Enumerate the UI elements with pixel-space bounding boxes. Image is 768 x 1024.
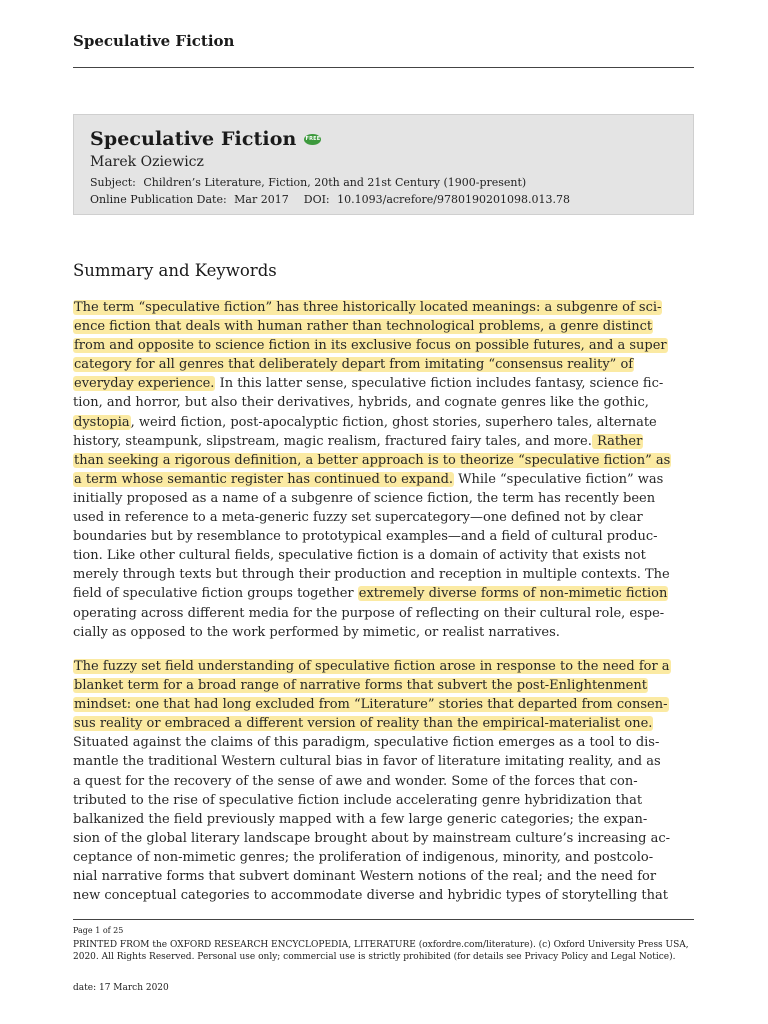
text-line (73, 623, 696, 642)
text-line (73, 298, 696, 317)
header-divider (73, 67, 694, 68)
text-line (73, 336, 696, 355)
text-span: boundaries but by resemblance to prototypical examples—and a field of cultural produc- (73, 529, 658, 545)
highlighted-text: category for all genres that deliberately depart from imitating “consensus reality” of (74, 357, 634, 373)
pub-date-value: Mar 2017 (234, 193, 289, 206)
text-span: , weird fiction, post-apocalyptic fiction, ghost stories, superhero tales, alternate (130, 414, 657, 430)
highlighted-text: blanket term for a broad range of narrative forms that subvert the post-Enlightenment (74, 678, 647, 694)
footer-divider (73, 919, 694, 920)
highlighted-text: from and opposite to science fiction in its exclusive focus on possible futures, and a super (74, 338, 667, 354)
highlighted-text: everyday experience. (74, 376, 215, 392)
text-line (73, 413, 696, 432)
highlighted-text: mindset: one that had long excluded from “Literature” stories that departed from consen- (74, 697, 668, 713)
summary-paragraph-1 (73, 298, 696, 642)
text-span: cially as opposed to the work performed by mimetic, or realist narratives. (73, 624, 560, 640)
text-span: sion of the global literary landscape brought about by mainstream culture’s increasing ac- (73, 830, 670, 846)
text-line (73, 317, 696, 336)
text-line (73, 470, 696, 489)
print-notice: PRINTED FROM the OXFORD RESEARCH ENCYCLOPEDIA, LITERATURE (oxfordre.com/literature). (c) Oxford University Press USA, 2020. All Rights Reserved. Personal use only; commercial use is strictly prohibited (for details see Privacy Policy and Legal Notice). (73, 940, 689, 962)
article-publication (90, 191, 693, 208)
text-line (73, 489, 696, 508)
text-line (73, 374, 696, 393)
highlighted-text: Rather (592, 433, 643, 449)
text-span: tributed to the rise of speculative fiction include accelerating genre hybridization that (73, 792, 643, 808)
text-span: In this latter sense, speculative fiction includes fantasy, science fic- (215, 376, 664, 392)
text-span: balkanized the field previously mapped with a few large generic categories; the expan- (73, 811, 648, 827)
running-head: Speculative Fiction (73, 32, 235, 50)
doi-label: DOI: (303, 193, 330, 206)
text-line (73, 565, 696, 584)
text-span: field of speculative fiction groups together (73, 586, 358, 602)
highlighted-text: ence fiction that deals with human rather than technological problems, a genre distinct (74, 319, 653, 335)
print-date: date: 17 March 2020 (73, 983, 169, 993)
page-number: Page 1 of 25 (73, 926, 124, 935)
text-span: used in reference to a meta-generic fuzzy set supercategory—one defined not by clear (73, 510, 643, 526)
text-span: operating across different media for the purpose of reflecting on their cultural role, espe- (73, 605, 665, 621)
text-span: mantle the traditional Western cultural bias in favor of literature imitating reality, and as (73, 754, 661, 770)
text-span: a quest for the recovery of the sense of awe and wonder. Some of the forces that con- (73, 773, 638, 789)
text-span: history, steampunk, slipstream, magic realism, fractured fairy tales, and more. (73, 433, 592, 449)
text-line (73, 676, 696, 695)
doi-value[interactable]: 10.1093/acrefore/9780190201098.013.78 (337, 193, 570, 206)
highlighted-text: than seeking a rigorous definition, a better approach is to theorize “speculative fiction” as (74, 452, 671, 468)
text-line (73, 791, 696, 810)
text-line (73, 584, 696, 603)
subject-value: Children’s Literature, Fiction, 20th and 21st Century (1900-present) (143, 176, 527, 189)
text-span: merely through texts but through their production and reception in multiple contexts. The (73, 567, 670, 583)
text-line (73, 432, 696, 451)
highlighted-text: The term “speculative fiction” has three historically located meanings: a subgenre of sci- (74, 300, 662, 315)
text-line (73, 810, 696, 829)
text-line (73, 848, 696, 867)
text-line (73, 867, 696, 886)
text-span: While “speculative fiction” was (454, 471, 664, 487)
article-author[interactable]: Marek Oziewicz (90, 154, 204, 170)
section-heading: Summary and Keywords (73, 261, 277, 280)
text-span: Situated against the claims of this paradigm, speculative fiction emerges as a tool to dis- (73, 735, 660, 751)
text-line (73, 772, 696, 791)
text-line (73, 546, 696, 565)
text-line (73, 355, 696, 374)
text-line (73, 451, 696, 470)
text-span: nial narrative forms that subvert dominant Western notions of the real; and the need for (73, 869, 657, 885)
free-access-badge: FREE (304, 134, 321, 145)
highlighted-text: a term whose semantic register has continued to expand. (74, 471, 454, 487)
text-line (73, 695, 696, 714)
text-line (73, 527, 696, 546)
text-span: initially proposed as a name of a subgenre of science fiction, the term has recently been (73, 490, 656, 506)
subject-label: Subject: (90, 176, 136, 189)
article-subject (90, 174, 693, 191)
article-title: Speculative Fiction (90, 128, 297, 150)
text-span: ceptance of non-mimetic genres; the proliferation of indigenous, minority, and postcolo- (73, 849, 654, 865)
article-info-box (73, 114, 694, 215)
text-line (73, 733, 696, 752)
text-line (73, 604, 696, 623)
text-line (73, 508, 696, 527)
highlighted-text: dystopia (74, 414, 130, 430)
text-line (73, 393, 696, 412)
text-line (73, 886, 696, 905)
text-line (73, 752, 696, 771)
highlighted-text: sus reality or embraced a different version of reality than the empirical-materialist one. (74, 716, 653, 732)
highlighted-text: The fuzzy set field understanding of speculative fiction arose in response to the need for a (74, 659, 670, 674)
text-line (73, 714, 696, 733)
summary-paragraph-2 (73, 657, 696, 905)
text-line (73, 829, 696, 848)
article-title-row (90, 126, 693, 152)
text-span: new conceptual categories to accommodate diverse and hybridic types of storytelling that (73, 888, 668, 904)
highlighted-text: extremely diverse forms of non-mimetic fiction (358, 586, 668, 602)
pub-date-label: Online Publication Date: (90, 193, 227, 206)
text-span: tion. Like other cultural fields, speculative fiction is a domain of activity that exists not (73, 548, 646, 564)
text-line (73, 657, 696, 676)
text-span: tion, and horror, but also their derivatives, hybrids, and cognate genres like the gothic, (73, 395, 649, 411)
